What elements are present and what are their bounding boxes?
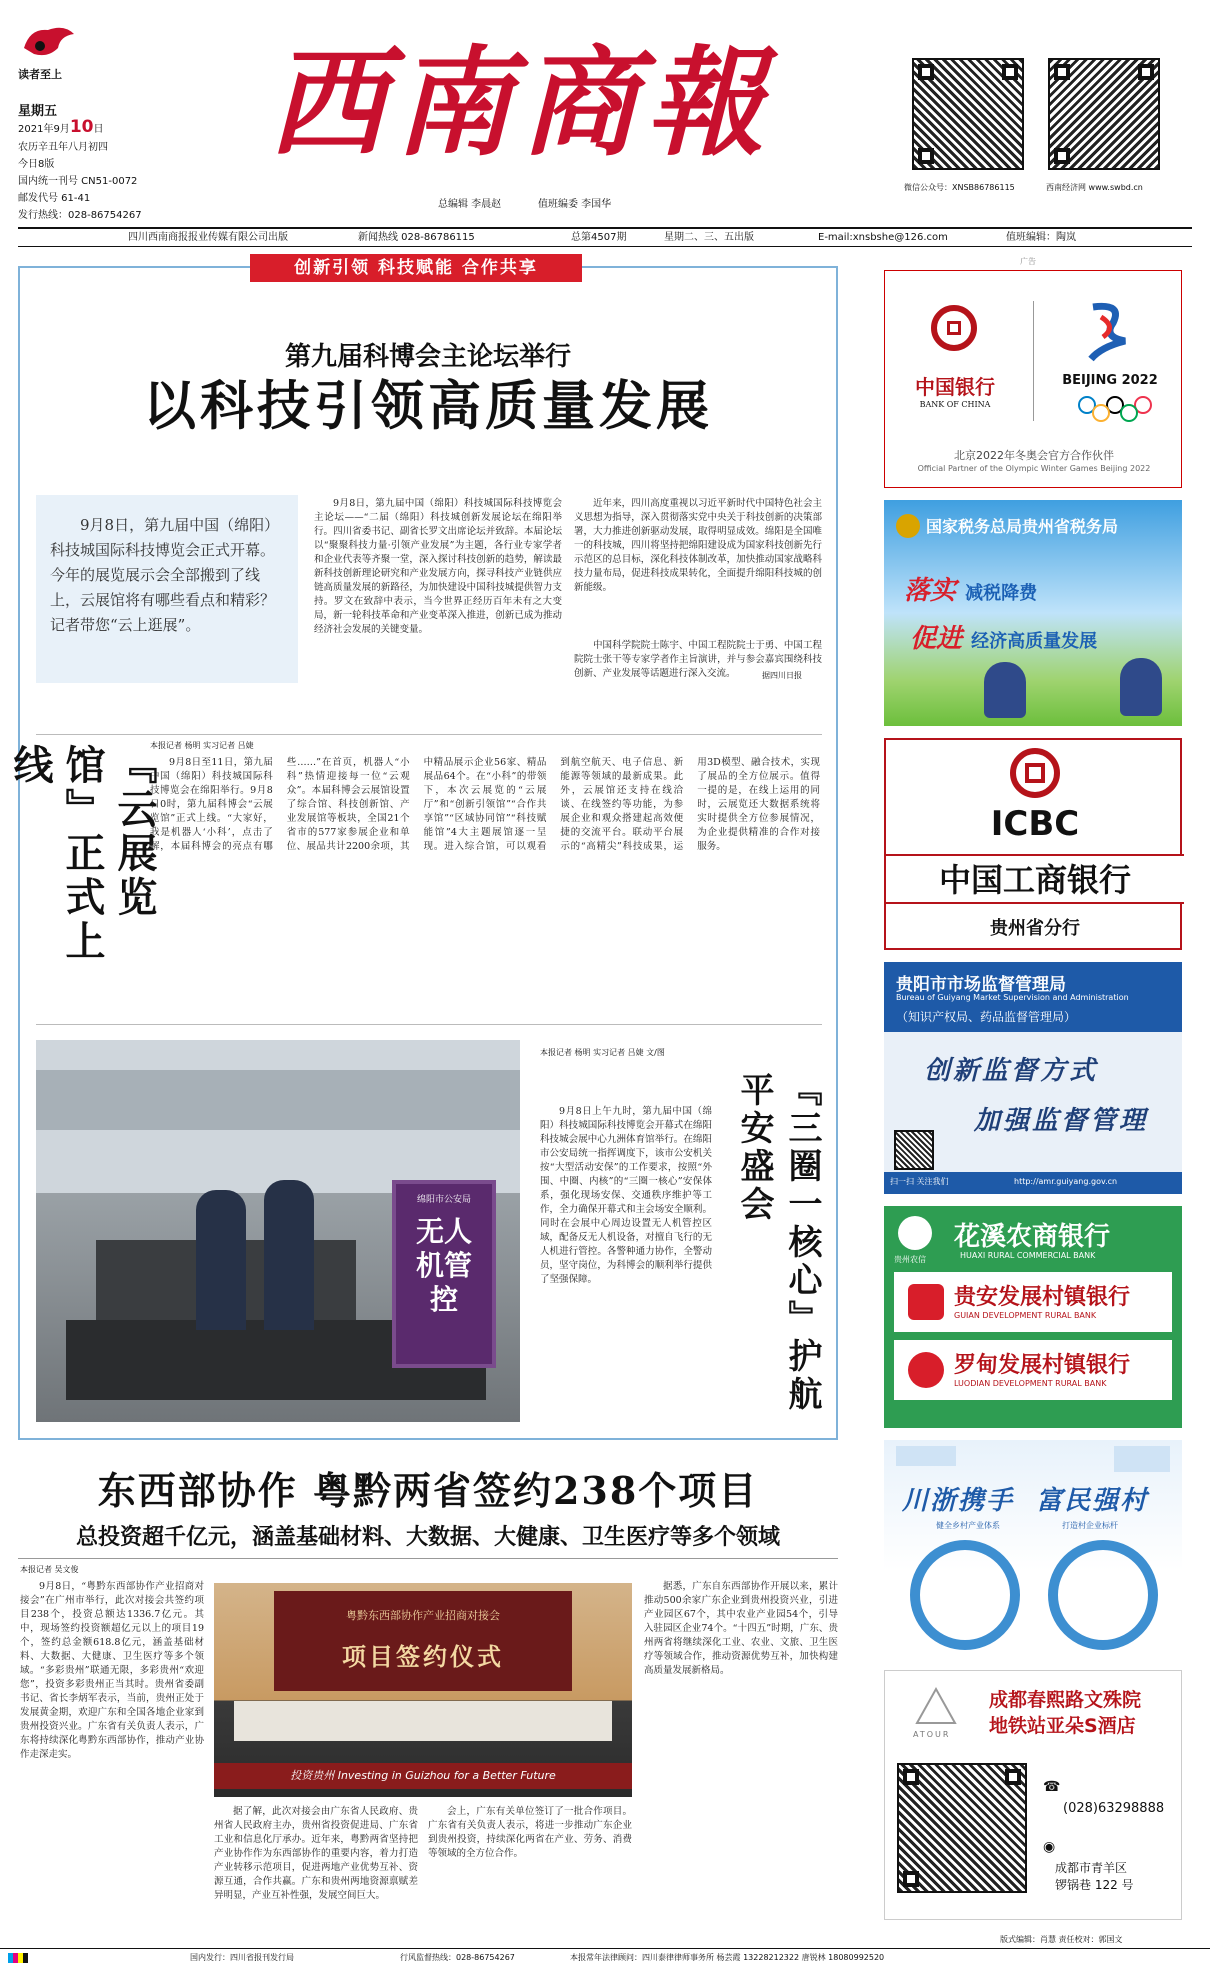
icbc-logo-icon <box>1010 748 1060 798</box>
market-sub: （知识产权局、药品监督管理局） <box>896 1010 1077 1024</box>
email: E-mail:xnsbshe@126.com <box>818 232 948 243</box>
atour-addr2: 锣锅巷 122 号 <box>1055 1878 1134 1892</box>
website-qr-code <box>1048 58 1160 170</box>
atour-phone: (028)63298888 <box>1063 1801 1165 1816</box>
story4-col1: 9月8日，“粤黔东西部协作产业招商对接会”在广州市举行，此次对接会共签约项目238个，投资总额达1336.7亿元。其中，现场签约投资额超亿元以上的项目19个，签约总金额618.8亿元，涵盖基础材料、大数据、大健康、卫生医疗等多个领域。“多彩贵州”联通无限，多彩贵州“欢迎您”，投资多彩贵州正当其时。贵州省委副书记、省长李炳军表示，当前，贵州正处于发展黄金期，欢迎广东和全国各地企业家到贵州投资兴业。广东省有关负责人表示，广东将持续深化粤黔东西部协作，推动产业协作走深走实。 <box>20 1581 204 1760</box>
story2-byline: 本报记者 杨明 实习记者 吕婕 <box>150 741 254 750</box>
publish-days: 星期二、三、五出版 <box>664 232 754 243</box>
logo-icon <box>18 18 78 62</box>
website-caption: 西南经济网 www.swbd.cn <box>1046 183 1143 192</box>
phone-icon: ☎ <box>1043 1779 1061 1795</box>
slogan: 读者至上 <box>18 68 62 81</box>
ad-market-supervision[interactable] <box>884 962 1182 1194</box>
info-bar <box>18 227 1192 247</box>
footer-distribution: 国内发行：四川省报刊发行局 <box>190 1953 294 1962</box>
proof-editor: 版式编辑：肖慧 责任校对：郭国文 <box>1000 1935 1123 1944</box>
huaxi-en: HUAXI RURAL COMMERCIAL BANK <box>960 1251 1096 1260</box>
wechat-qr-code <box>912 58 1024 170</box>
ad-rural-banks[interactable] <box>884 1206 1182 1428</box>
luodian-en: LUODIAN DEVELOPMENT RURAL BANK <box>954 1379 1107 1388</box>
atour-title2: 地铁站亚朵S酒店 <box>989 1715 1136 1737</box>
atour-addr1: 成都市青羊区 <box>1055 1861 1128 1875</box>
story4-subhead: 总投资超千亿元，涵盖基础材料、大数据、大健康、卫生医疗等多个领域 <box>75 1525 780 1550</box>
news-hotline: 新闻热线 028-86786115 <box>358 232 475 243</box>
story1-lead <box>36 495 298 683</box>
zj-logo-icon <box>1114 1446 1170 1472</box>
story1-kicker: 第九届科博会主论坛举行 <box>284 342 571 372</box>
story2-text: 9月8日至11日，第九届中国（绵阳）科技城国际科技博览会在绵阳举行。9月8日0时，第九届科博会“云展览馆”正式上线。“大家好，我是机器人‘小科’，点击了解，本届科博会的亮点有哪些……”在首页，机器人“小科”热情迎接每一位“云观众”。本届科博会云展馆设置了综合馆、科技创新馆、产业发展馆等板块，全国21个省市的577家参展企业和单位、展品共计2200余项，其中精品展示企业56家、精品展品64个。在“小科”的带领下，本次云展览的“云展厅”和“创新引领馆”“合作共享馆”“区域协同馆”“科技赋能馆”4大主题展馆逐一呈现。进入综合馆，可以观看到航空航天、电子信息、新能源等领域的最新成果。此外，云展馆还支持在线洽谈、在线签约等功能，为参展企业和观众搭建起高效便捷的交流平台。联动平台展示的“高精尖”科技成果，运用3D模型、融合技术，实现了展品的全方位展示。值得一提的是，在线上运用的同时，云展览还大数据系统将实时提供全方位参展情况，为企业提供精准的合作对接服务。 <box>150 757 820 852</box>
guian-en: GUIAN DEVELOPMENT RURAL BANK <box>954 1311 1097 1320</box>
zj-diagram-icon <box>910 1540 1020 1650</box>
ad-bank-of-china[interactable] <box>884 270 1182 488</box>
sign-org: 绵阳市公安局 <box>416 1195 471 1205</box>
photo-banner: 粤黔东西部协作产业招商对接会 <box>346 1609 500 1622</box>
signing-photo <box>214 1583 632 1797</box>
olympic-rings-icon <box>1075 395 1155 423</box>
wechat-caption: 微信公众号：XNSB86786115 <box>904 183 1015 192</box>
partner-en: Official Partner of the Olympic Winter Games Beijing 2022 <box>917 464 1151 473</box>
newspaper-title: 西南商報 <box>268 33 773 172</box>
market-url: http://amr.guiyang.gov.cn <box>1014 1177 1118 1186</box>
zj-slogan: 川浙携手 富民强村 <box>902 1486 1149 1516</box>
atour-brand: ATOUR <box>913 1730 951 1739</box>
huaxi-name: 花溪农商银行 <box>954 1222 1111 1252</box>
ad-tax-bureau[interactable] <box>884 500 1182 726</box>
lead-text: 9月8日，第九届中国（绵阳）科技城国际科技博览会正式开幕。今年的展览展示会全部搬到了线上，云展馆将有哪些看点和精彩？记者带您“云上逛展”。 <box>50 516 280 634</box>
issue-total: 总第4507期 <box>571 232 627 243</box>
icbc-branch: 贵州省分行 <box>990 918 1080 939</box>
luodian-logo-icon <box>908 1352 944 1388</box>
story2-title: 『云展览馆』正式上线 <box>7 744 158 964</box>
story1-col1: 9月8日，第九届中国（绵阳）科技城国际科技博览会主论坛——“二届（绵阳）科技城创新发展论坛在绵阳举行。四川省委书记、副省长罗文出席论坛并致辞。本届论坛以“聚聚科技力量·引领产业发展”为主题，各行业专家学者和企业代表等齐聚一堂，深入探讨科技创新的趋势，解读最新科技创新理论研究和产业发展方向，探寻科技产业链供应链高质量发展的新路径，为加快建设中国科技城提供智力支持。罗文在致辞中表示，当今世界正经历百年未有之大变局，新一轮科技革命和产业变革深入推进，创新已成为推动经济社会发展的关键变量。 <box>314 498 562 635</box>
distribution-phone: 发行热线：028-86754267 <box>18 210 142 221</box>
zj-sub-b: 打造村企业标杆 <box>1062 1521 1118 1530</box>
ad-sichuan-zhejiang[interactable] <box>884 1440 1182 1658</box>
location-icon: ◉ <box>1043 1839 1056 1855</box>
story4-col4: 据悉，广东自东西部协作开展以来，累计推动500余家广东企业到贵州投资兴业，引进产业园区67个，其中农业产业园54个，引导入驻园区企业74个。“十四五”时期，广东、贵州两省将继续深化工业、农业、文旅、卫生医疗等领域合作，推动资源优势互补，加快构建高质量发展新格局。 <box>644 1581 838 1676</box>
ad-label: 广告 <box>1020 257 1036 266</box>
divider <box>36 734 822 735</box>
issue-date: 2021年9月10日 <box>18 117 104 137</box>
luodian-panel <box>894 1340 1172 1400</box>
market-slogan2: 加强监督管理 <box>974 1106 1149 1136</box>
guian-name: 贵安发展村镇银行 <box>954 1284 1131 1310</box>
market-slogan1: 创新监督方式 <box>924 1056 1099 1086</box>
ad-icbc[interactable] <box>884 738 1182 950</box>
atour-title1: 成都春熙路文殊院 <box>989 1689 1142 1711</box>
color-bar <box>8 1953 28 1963</box>
partner-cn: 北京2022年冬奥会官方合作伙伴 <box>954 449 1114 462</box>
divider <box>1033 301 1034 421</box>
icbc-name: 中国工商银行 <box>886 854 1184 904</box>
story1-col3: 中国科学院院士陈宇、中国工程院院士于勇、中国工程院院士张干等专家学者作主旨演讲，并与参会嘉宾围绕科技创新、产业发展等话题进行深入交流。 <box>574 640 822 679</box>
zj-diagram-icon <box>1048 1540 1158 1650</box>
atour-logo-icon <box>913 1685 959 1725</box>
ad-atour-hotel[interactable] <box>884 1670 1182 1920</box>
atour-qr-code <box>897 1763 1027 1893</box>
games-text: BEIJING 2022 <box>1062 373 1158 388</box>
tax-title: 国家税务总局贵州省税务局 <box>926 517 1119 536</box>
boc-logo-icon <box>931 305 977 351</box>
market-title-en: Bureau of Guiyang Market Supervision and Administration <box>896 993 1129 1002</box>
mascot-icon <box>984 662 1026 718</box>
photo-title: 项目签约仪式 <box>342 1643 504 1671</box>
lunar-date: 农历辛丑年八月初四 <box>18 142 108 153</box>
icbc-logo-text: ICBC <box>990 804 1080 844</box>
chief-editor: 总编辑 李晨赵 <box>438 199 502 210</box>
guian-panel <box>894 1272 1172 1332</box>
story1-credit: 据四川日报 <box>762 671 802 680</box>
divider <box>18 1558 838 1559</box>
story4-byline: 本报记者 吴文俊 <box>20 1565 79 1574</box>
footer <box>0 1948 1210 1966</box>
story3-title: 『三圈一核心』护航平安盛会 <box>734 1072 822 1414</box>
post-code: 邮发代号 61-41 <box>18 193 91 204</box>
boc-name-en: BANK OF CHINA <box>919 400 991 409</box>
story4-col3: 会上，广东有关单位签订了一批合作项目。广东省有关负责人表示，将进一步推动广东企业到贵州投资，持续深化两省在产业、劳务、消费等领域的全方位合作。 <box>428 1806 632 1859</box>
footer-legal: 本报常年法律顾问：四川泰律律师事务所 杨芸霞 13228212322 唐锐林 18080992520 <box>570 1953 885 1962</box>
duty-edit: 值班编辑：陶岚 <box>1006 232 1076 243</box>
page-count: 今日8版 <box>18 159 55 170</box>
photo-slogan: 投资贵州 Investing in Guizhou for a Better Future <box>214 1763 632 1789</box>
market-title: 贵阳市市场监督管理局 <box>896 975 1066 995</box>
story4-headline: 东西部协作 粤黔两省签约238个项目 <box>97 1468 759 1513</box>
zj-logo-icon <box>896 1446 956 1466</box>
banner: 创新引领 科技赋能 合作共享 <box>250 254 582 282</box>
publisher: 四川西南商报报业传媒有限公司出版 <box>128 232 288 243</box>
cn-number: 国内统一刊号 CN51-0072 <box>18 176 138 187</box>
prov-label: 贵州农信 <box>894 1255 926 1264</box>
tax-line1: 落实 减税降费 <box>904 576 1038 606</box>
zj-sub-a: 健全乡村产业体系 <box>936 1521 1000 1530</box>
huaxi-logo-icon <box>898 1216 932 1250</box>
boc-name: 中国银行 <box>915 375 995 399</box>
divider <box>36 1024 822 1025</box>
story1-col2: 近年来，四川高度重视以习近平新时代中国特色社会主义思想为指导，深入贯彻落实党中央关于科技创新的决策部署，大力推进创新驱动发展，取得明显成效。绵阳是全国唯一的科技城，四川将坚持把绵阳建设成为国家科技创新先行示范区的总目标，深化科技体制改革，加快推动国家战略科技力量布局，促进科技成果转化，全面提升绵阳科技城的创新能级。 <box>574 498 822 593</box>
story1-headline: 以科技引领高质量发展 <box>143 376 713 437</box>
footer-hotline: 行风监督热线：028-86754267 <box>400 1953 515 1962</box>
stage-screen <box>274 1591 572 1691</box>
security-photo <box>36 1040 520 1422</box>
tax-emblem-icon <box>896 514 920 538</box>
weekday: 星期五 <box>18 104 58 119</box>
date-day: 10 <box>69 117 94 137</box>
police-sign <box>392 1180 496 1368</box>
mascot-icon <box>1120 658 1162 716</box>
story3-byline: 本报记者 杨明 实习记者 吕婕 文/图 <box>540 1048 665 1057</box>
masthead <box>0 0 1210 235</box>
guian-logo-icon <box>908 1284 944 1320</box>
tax-line2: 促进 经济高质量发展 <box>910 624 1098 654</box>
olympic-emblem-icon <box>1073 297 1143 367</box>
market-qr-label: 扫一扫 关注我们 <box>890 1177 949 1186</box>
story3-text: 9月8日上午九时，第九届中国（绵阳）科技城国际科技博览会开幕式在绵阳科技城会展中心九洲体育馆举行。在绵阳市公安局统一指挥调度下，该市公安机关按“大型活动安保”的工作要求，按照“外围、中圈、内核”的“三圈一核心”安保体系，强化现场安保、交通秩序维护等工作，全力确保开幕式和主会场安全顺利。同时在会展中心周边设置无人机管控区域，配备反无人机设备，对擅自飞行的无人机进行管控。各警种通力协作，全警动员，坚守岗位，为科博会的顺利举行提供了坚强保障。 <box>540 1106 712 1285</box>
story4-col2: 据了解，此次对接会由广东省人民政府、贵州省人民政府主办，贵州省投资促进局、广东省工业和信息化厅承办。近年来，粤黔两省坚持把产业协作作为东西部协作的重要内容，着力打造产业转移示范项目，促进两地产业优势互补、资源互通，合作共赢。广东和贵州两地资源禀赋差异明显，产业互补性强，发展空间巨大。 <box>214 1806 418 1901</box>
market-qr-code <box>894 1130 934 1170</box>
luodian-name: 罗甸发展村镇银行 <box>954 1352 1131 1378</box>
sign-text: 无人机管控 <box>415 1215 472 1316</box>
duty-editor: 值班编委 李国华 <box>538 199 612 210</box>
